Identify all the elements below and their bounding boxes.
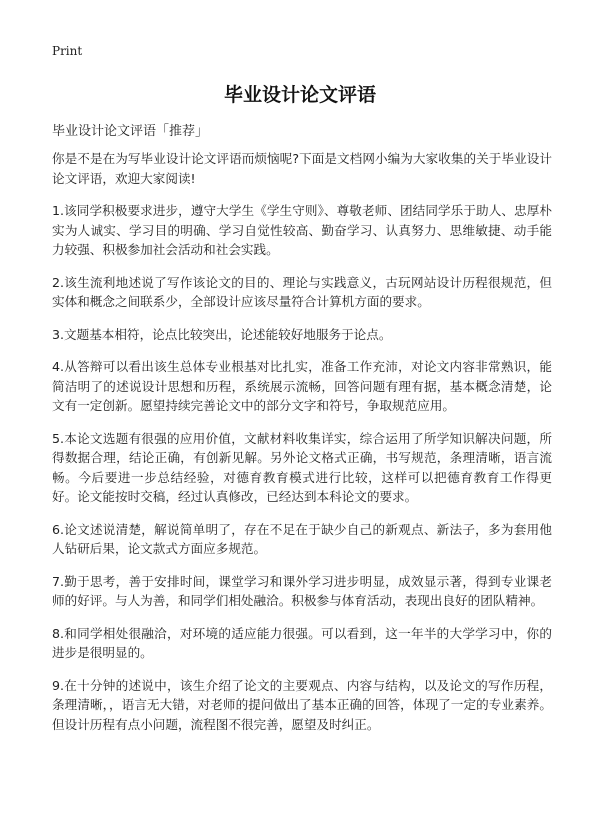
print-label[interactable]: Print <box>52 44 83 58</box>
comment-paragraph: 5.本论文选题有很强的应用价值，文献材料收集详实，综合运用了所学知识解决问题，所得数据合理，结论正确，有创新见解。另外论文格式正确，书写规范，条理清晰，语言流畅。今后要进一步总结经验，对德育教育模式进行比较，这样可以把德育教育工作得更好。论文能按时交稿，经过认真修改，已经达到本科论文的要求。 <box>52 430 552 504</box>
comment-paragraph: 7.勤于思考，善于安排时间，课堂学习和课外学习进步明显，成效显示著，得到专业课老师的好评。与人为善，和同学们相处融洽。积极参与体育活动，表现出良好的团队精神。 <box>52 573 552 608</box>
comment-paragraph: 3.文题基本相符，论点比较突出，论述能较好地服务于论点。 <box>52 326 392 342</box>
comment-paragraph: 4.从答辩可以看出该生总体专业根基对比扎实，准备工作充沛，对论文内容非常熟识，能简洁明了的述说设计思想和历程，系统展示流畅，回答问题有理有据，基本概念清楚，论文有一定创新。愿望持续完善论文中的部分文字和符号，争取规范应用。 <box>52 359 552 413</box>
comment-paragraph: 2.该生流利地述说了写作该论文的目的、理论与实践意义，古玩网站设计历程很规范，但实体和概念之间联系少，全部设计应该尽量符合计算机方面的要求。 <box>52 274 552 309</box>
intro-paragraph: 你是不是在为写毕业设计论文评语而烦恼呢?下面是文档网小编为大家收集的关于毕业设计论文评语，欢迎大家阅读! <box>52 151 552 186</box>
document-subtitle: 毕业设计论文评语「推荐」 <box>52 124 209 139</box>
comment-paragraph: 9.在十分钟的述说中，该生介绍了论文的主要观点、内容与结构，以及论文的写作历程，条理清晰，，语言无大错，对老师的提问做出了基本正确的回答，体现了一定的专业素养。但设计历程有点小问题，流程图不很完善，愿望及时纠正。 <box>52 677 552 732</box>
comment-paragraph: 6.论文述说清楚，解说简单明了，存在不足在于缺少自己的新观点、新法子，多为套用他人钻研后果，论文款式方面应多规范。 <box>52 521 552 556</box>
document-body <box>52 149 552 747</box>
comment-paragraph: 8.和同学相处很融洽，对环境的适应能力很强。可以看到，这一年半的大学学习中，你的进步是很明显的。 <box>52 625 552 660</box>
page-title: 毕业设计论文评语 <box>223 84 376 106</box>
comment-paragraph: 1.该同学积极要求进步，遵守大学生《学生守则》、尊敬老师、团结同学乐于助人、忠厚朴实为人诚实、学习目的明确、学习自觉性较高、勤奋学习、认真努力、思维敏捷、动手能力较强、积极参加社会活动和社会实践。 <box>52 203 552 257</box>
